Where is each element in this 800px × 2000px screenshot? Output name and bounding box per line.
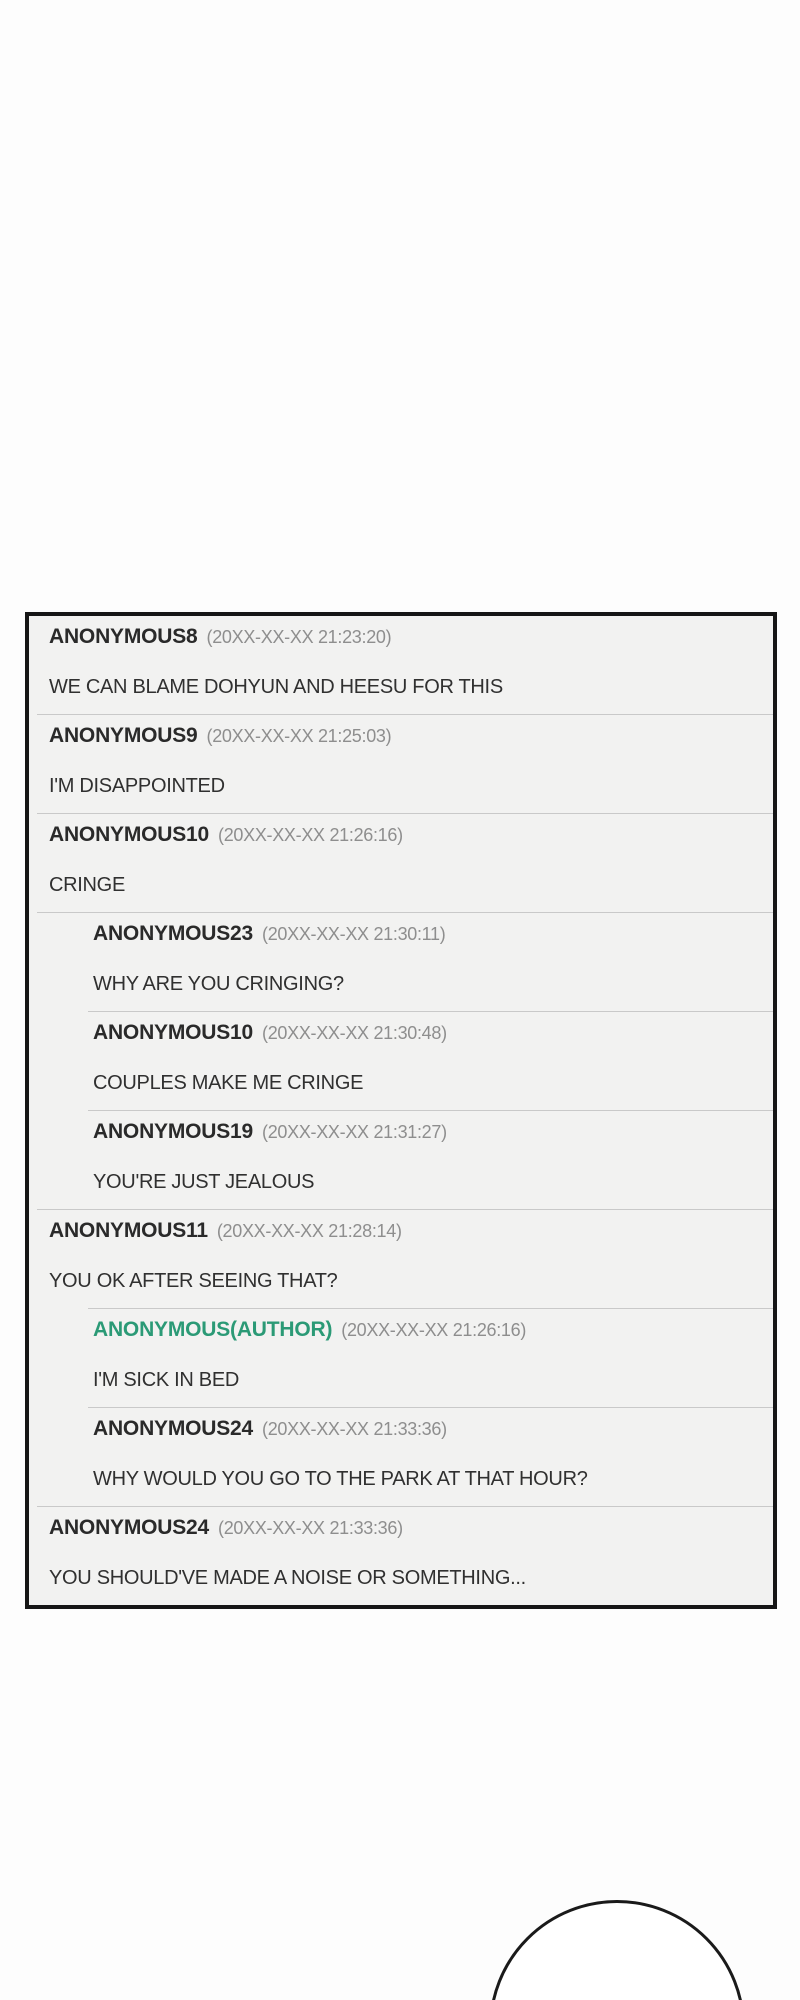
comment-timestamp: (20XX-XX-XX 21:23:20)	[206, 627, 392, 647]
comment-text: YOU'RE JUST JEALOUS	[93, 1171, 315, 1193]
comment-meta	[93, 1020, 767, 1048]
comment-text: COUPLES MAKE ME CRINGE	[93, 1072, 364, 1094]
comment-text: I'M SICK IN BED	[93, 1369, 240, 1391]
comment-username-author: ANONYMOUS(AUTHOR)	[93, 1318, 333, 1341]
comment-username: ANONYMOUS8	[49, 625, 198, 648]
comment-row	[29, 1210, 773, 1308]
comment-username: ANONYMOUS24	[93, 1417, 253, 1440]
comment-meta	[93, 921, 767, 949]
comment-timestamp: (20XX-XX-XX 21:26:16)	[218, 825, 403, 845]
comment-username: ANONYMOUS9	[49, 724, 198, 747]
comment-timestamp: (20XX-XX-XX 21:33:36)	[262, 1419, 447, 1439]
comment-meta	[49, 723, 767, 751]
comment-username: ANONYMOUS10	[93, 1021, 253, 1044]
comment-timestamp: (20XX-XX-XX 21:30:11)	[262, 924, 446, 944]
comment-thread-panel	[25, 612, 777, 1609]
comment-row	[29, 715, 773, 813]
comment-row	[29, 814, 773, 912]
comment-timestamp: (20XX-XX-XX 21:28:14)	[216, 1221, 402, 1241]
comment-text: WHY ARE YOU CRINGING?	[93, 973, 344, 995]
comment-meta	[49, 624, 767, 652]
comment-row-reply-author	[29, 1309, 773, 1407]
comment-text: YOU SHOULD'VE MADE A NOISE OR SOMETHING...	[49, 1567, 526, 1589]
comment-meta	[93, 1317, 767, 1345]
comment-text: YOU OK AFTER SEEING THAT?	[49, 1270, 338, 1292]
comment-meta	[93, 1119, 767, 1147]
comment-meta	[49, 822, 767, 850]
comment-meta	[49, 1218, 767, 1246]
comment-username: ANONYMOUS19	[93, 1120, 253, 1143]
comment-meta	[93, 1416, 767, 1444]
comment-username: ANONYMOUS23	[93, 922, 253, 945]
comment-text: I'M DISAPPOINTED	[49, 775, 225, 797]
comment-row-reply	[29, 1111, 773, 1209]
comment-text: WHY WOULD YOU GO TO THE PARK AT THAT HOUR?	[93, 1468, 588, 1490]
comment-timestamp: (20XX-XX-XX 21:26:16)	[341, 1320, 527, 1340]
comment-timestamp: (20XX-XX-XX 21:25:03)	[206, 726, 392, 746]
comment-text: WE CAN BLAME DOHYUN AND HEESU FOR THIS	[49, 676, 503, 698]
comment-row-reply	[29, 913, 773, 1011]
comment-row	[29, 1507, 773, 1605]
comment-row-reply	[29, 1012, 773, 1110]
speech-bubble	[489, 1900, 745, 2000]
comment-username: ANONYMOUS10	[49, 823, 209, 846]
comment-timestamp: (20XX-XX-XX 21:31:27)	[262, 1122, 447, 1142]
comment-timestamp: (20XX-XX-XX 21:30:48)	[262, 1023, 447, 1043]
comment-username: ANONYMOUS11	[49, 1219, 208, 1242]
comment-text: CRINGE	[49, 874, 125, 896]
comment-row	[29, 616, 773, 714]
comment-meta	[49, 1515, 767, 1543]
comment-username: ANONYMOUS24	[49, 1516, 209, 1539]
comment-timestamp: (20XX-XX-XX 21:33:36)	[218, 1518, 403, 1538]
comment-row-reply	[29, 1408, 773, 1506]
